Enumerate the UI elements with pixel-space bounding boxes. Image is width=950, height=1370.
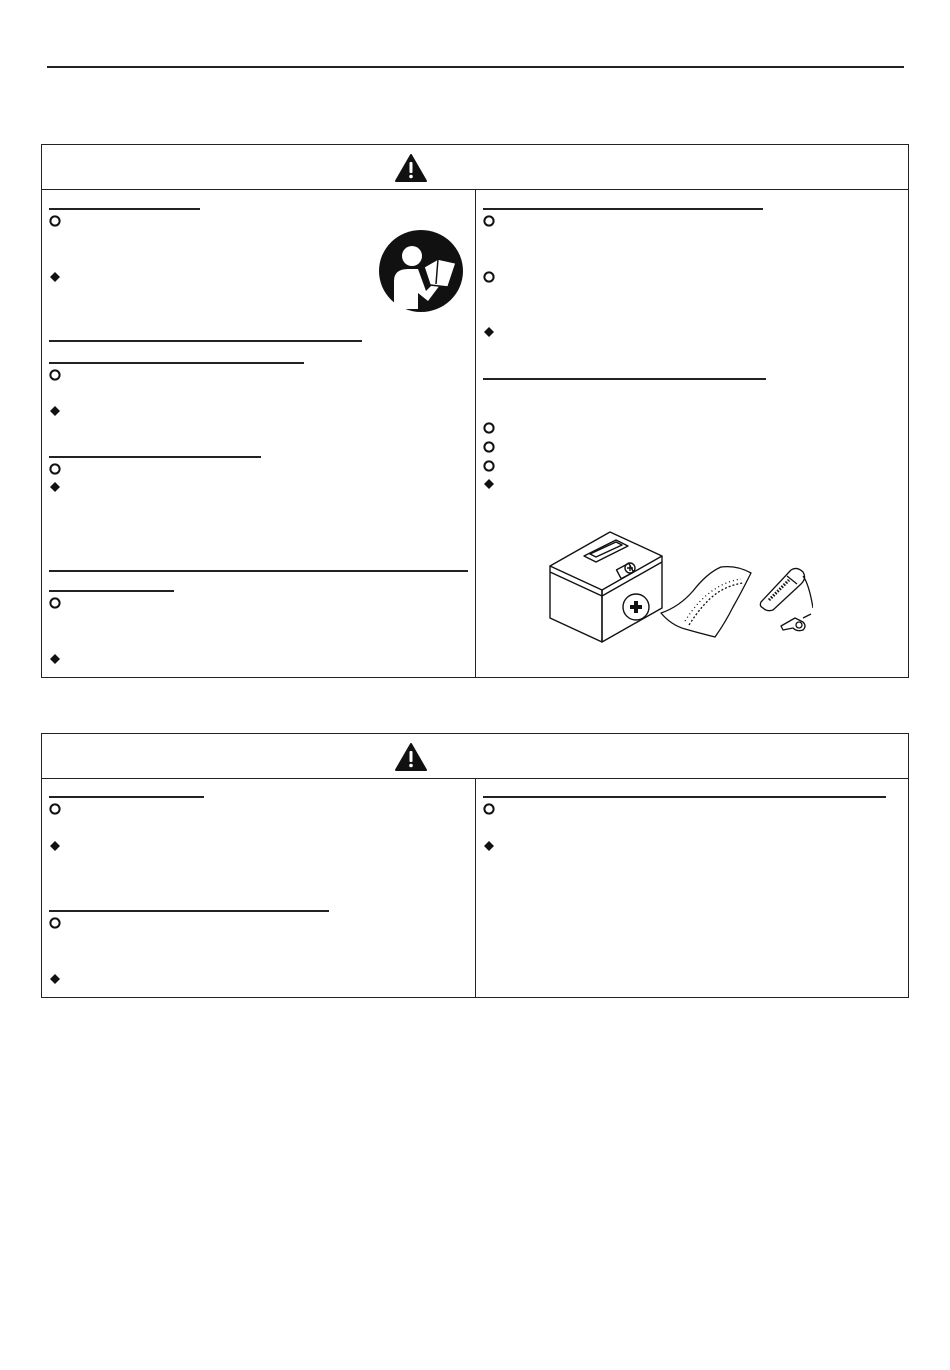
circle-bullet-icon (483, 803, 495, 815)
heading-rule (483, 208, 763, 210)
warning-box-2-header (42, 734, 908, 779)
circle-bullet-icon (49, 215, 61, 227)
diamond-bullet-icon (49, 653, 61, 665)
diamond-bullet-icon (49, 405, 61, 417)
heading-rule (49, 590, 174, 592)
circle-bullet-icon (483, 215, 495, 227)
circle-bullet-icon (483, 422, 495, 434)
diamond-bullet-icon (483, 840, 495, 852)
heading-rule (49, 910, 329, 912)
circle-bullet-icon (49, 917, 61, 929)
heading-rule (483, 796, 886, 798)
heading-rule (483, 378, 766, 380)
diamond-bullet-icon (49, 481, 61, 493)
warning-box-1-header (42, 145, 908, 190)
first-aid-kit-icon (546, 526, 666, 644)
warning-box-2-divider (475, 779, 476, 998)
heading-rule (49, 362, 304, 364)
diamond-bullet-icon (49, 271, 61, 283)
circle-bullet-icon (483, 271, 495, 283)
towel-icon (659, 563, 755, 641)
warning-triangle-icon (394, 742, 428, 772)
warning-box-1-divider (475, 190, 476, 678)
diamond-bullet-icon (483, 478, 495, 490)
circle-bullet-icon (483, 441, 495, 453)
mobile-phone-icon (757, 566, 813, 612)
diamond-bullet-icon (49, 840, 61, 852)
page-top-rule (47, 66, 904, 68)
warning-triangle-icon (394, 153, 428, 183)
heading-rule (49, 456, 261, 458)
diamond-bullet-icon (49, 973, 61, 985)
whistle-icon (779, 612, 813, 632)
read-manual-icon (378, 229, 464, 313)
heading-rule (49, 570, 468, 572)
circle-bullet-icon (49, 463, 61, 475)
circle-bullet-icon (483, 460, 495, 472)
circle-bullet-icon (49, 597, 61, 609)
circle-bullet-icon (49, 369, 61, 381)
diamond-bullet-icon (483, 326, 495, 338)
heading-rule (49, 796, 204, 798)
circle-bullet-icon (49, 803, 61, 815)
heading-rule (49, 340, 362, 342)
heading-rule (49, 208, 200, 210)
